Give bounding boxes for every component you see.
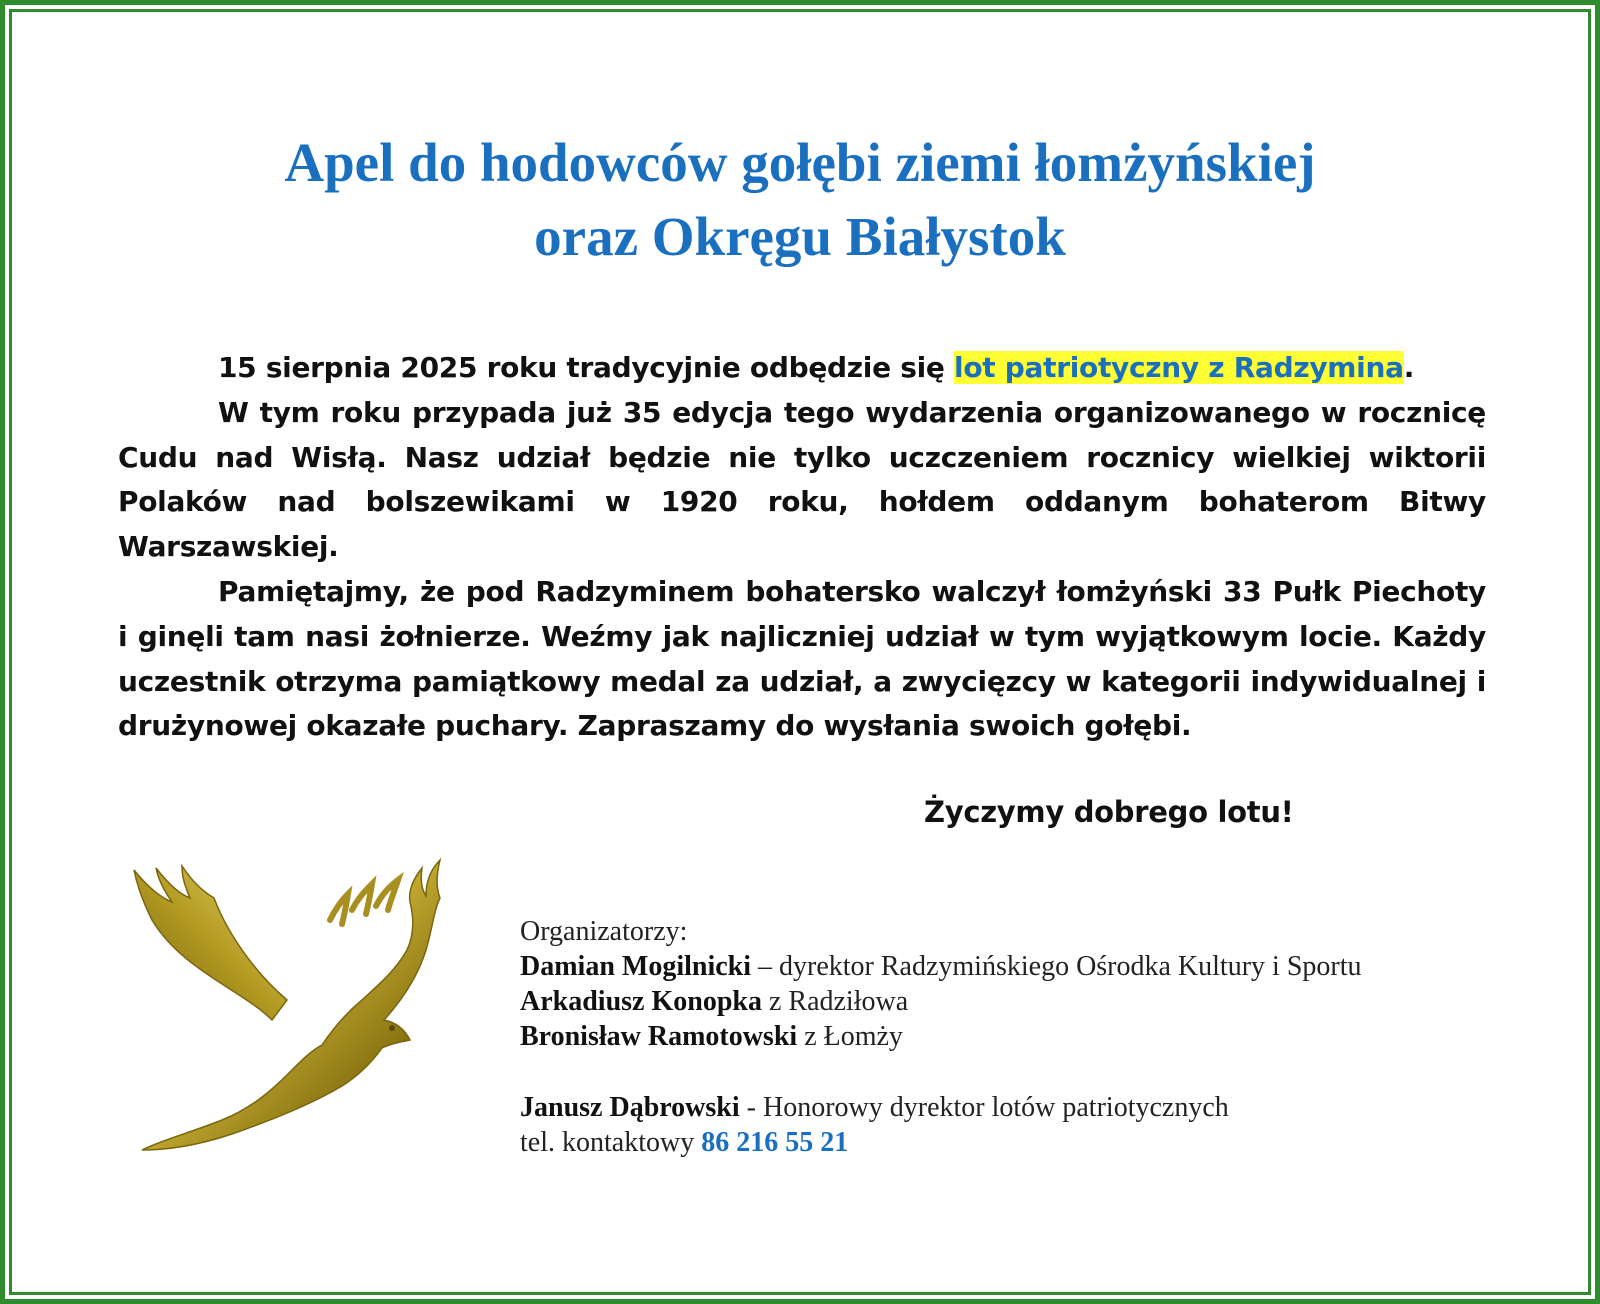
highlighted-event: lot patriotyczny z Radzymina (954, 351, 1404, 384)
phone-number[interactable]: 86 216 55 21 (701, 1127, 849, 1158)
organizer-1 (520, 949, 1520, 984)
spacer (520, 1054, 1520, 1090)
golden-dove-icon (122, 850, 452, 1180)
contact-line (520, 1125, 1520, 1160)
honorary-desc: - Honorowy dyrektor lotów patriotycznych (739, 1092, 1229, 1123)
organizer-3-desc: z Łomży (797, 1021, 903, 1052)
organizer-1-name: Damian Mogilnicki (520, 951, 752, 982)
closing-wish: Życzymy dobrego lotu! (924, 795, 1294, 829)
organizer-3 (520, 1019, 1520, 1054)
organizer-1-desc: – dyrektor Radzymińskiego Ośrodka Kultury i Sportu (751, 951, 1362, 982)
body-text (118, 346, 1486, 749)
organizer-3-name: Bronisław Ramotowski (520, 1021, 798, 1052)
paragraph-invitation: Pamiętajmy, że pod Radzyminem bohatersko walczył łomżyński 33 Pułk Piechoty i ginęli tam nasi żołnierze. Weźmy jak najliczniej udział w tym wyjątkowym locie. Każdy uczestnik otrzyma pamiątkowy medal za udział, a zwycięzcy w kategorii indywidualnej i drużynowej okazałe puchary. Zapraszamy do wysłania swoich gołębi. (118, 574, 1486, 743)
title-line-1: Apel do hodowców gołębi ziemi łomżyńskiej (284, 132, 1316, 193)
honorary-name: Janusz Dąbrowski (520, 1092, 740, 1123)
phone-label: tel. kontaktowy (520, 1127, 702, 1158)
organizer-2-name: Arkadiusz Konopka (520, 986, 762, 1017)
organizers-heading: Organizatorzy: (520, 916, 688, 947)
page-title (0, 126, 1600, 274)
organizers-block (520, 914, 1520, 1160)
organizer-2 (520, 984, 1520, 1019)
intro-end: . (1403, 351, 1415, 384)
paragraph-intro (118, 346, 1486, 391)
title-line-2: oraz Okręgu Białystok (534, 206, 1066, 267)
intro-text: 15 sierpnia 2025 roku tradycyjnie odbędzie się (218, 351, 955, 384)
honorary-director (520, 1090, 1520, 1125)
organizer-2-desc: z Radziłowa (761, 986, 909, 1017)
paragraph-history: W tym roku przypada już 35 edycja tego wydarzenia organizowanego w rocznicę Cudu nad Wisłą. Nasz udział będzie nie tylko uczczeniem rocznicy wielkiej wiktorii Polaków nad bolszewikami w 1920 roku, hołdem oddanym bohaterom Bitwy Warszawskiej. (118, 395, 1486, 564)
